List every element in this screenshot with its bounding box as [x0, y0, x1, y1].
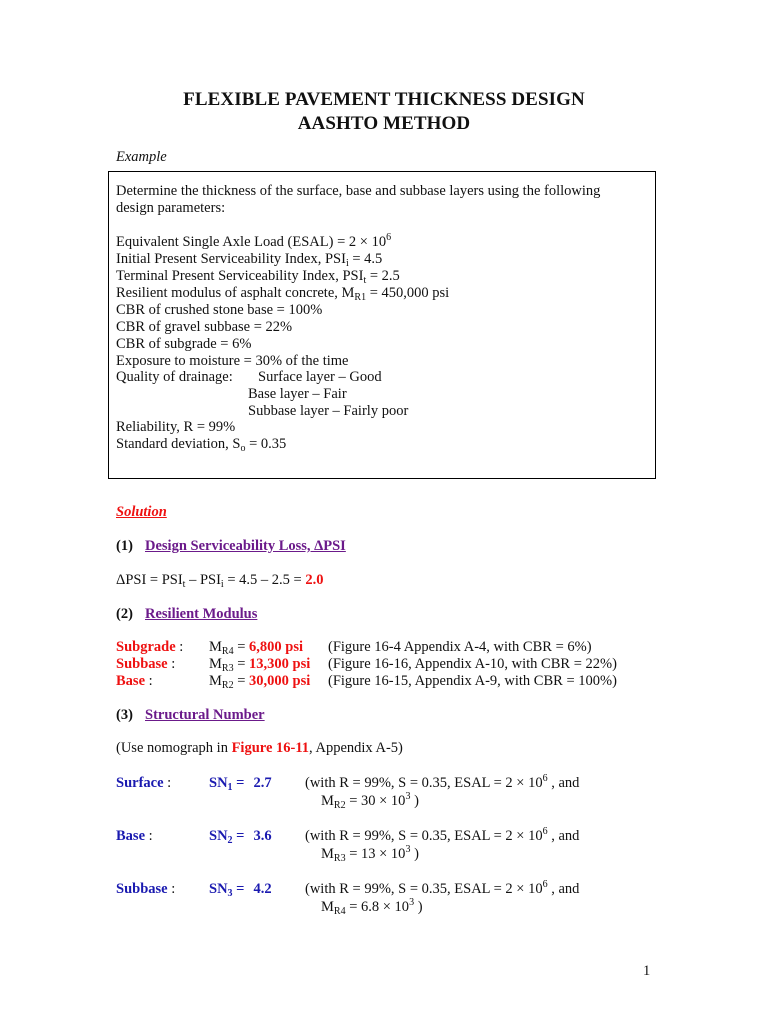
step1-number: (1)	[116, 538, 133, 554]
delta-psi-result: 2.0	[305, 572, 324, 588]
nomograph-note: (Use nomograph in Figure 16-11, Appendix A-5)	[116, 740, 403, 756]
param-cbr-subgrade: CBR of subgrade = 6%	[116, 336, 252, 352]
param-psi-initial: Initial Present Serviceability Index, $PSI_i = 4.5$	[116, 251, 383, 269]
step2-title: Resilient Modulus	[145, 606, 258, 622]
sn-value-surface: $SN_1 = 2.7$	[209, 775, 272, 793]
modulus-ref-subbase: (Figure 16-16, Appendix A-10, with CBR = 22%)	[328, 656, 617, 672]
param-cbr-base: CBR of crushed stone base = 100%	[116, 302, 323, 318]
intro-line2: design parameters:	[116, 200, 226, 216]
sn-layer-base: Base :	[116, 828, 153, 844]
page-title-line1: FLEXIBLE PAVEMENT THICKNESS DESIGN	[183, 89, 585, 110]
sn-condition-subbase: (with R = 99%, S = 0.35, ESAL = $2 \times 10^6$ , and	[305, 879, 580, 897]
sn-modulus-base: $M_{R3} = 13 \times 10^3$ )	[321, 844, 419, 864]
intro-line1: Determine the thickness of the surface, base and subbase layers using the following	[116, 183, 601, 199]
sn-value-base: $SN_2 = 3.6$	[209, 828, 272, 846]
modulus-value-base: $M_{R2} = 30,000$ psi	[209, 673, 311, 691]
page-number: 1	[643, 963, 651, 979]
param-moisture: Exposure to moisture = 30% of the time	[116, 353, 349, 369]
sn-value-subbase: $SN_3 = 4.2$	[209, 881, 272, 899]
param-drainage-surface: Surface layer – Good	[258, 369, 382, 385]
modulus-row-subgrade: Subgrade :	[116, 639, 184, 655]
sn-layer-subbase: Subbase :	[116, 881, 176, 897]
param-std-dev: Standard deviation, $S_o = 0.35$	[116, 436, 287, 454]
modulus-ref-base: (Figure 16-15, Appendix A-9, with CBR = 100%)	[328, 673, 617, 689]
example-label: Example	[116, 149, 167, 165]
sn-condition-surface: (with R = 99%, S = 0.35, ESAL = $2 \times 10^6$ , and	[305, 773, 580, 791]
solution-heading: Solution	[116, 504, 167, 520]
step2-number: (2)	[116, 606, 133, 622]
sn-modulus-surface: $M_{R2} = 30 \times 10^3$ )	[321, 791, 419, 811]
page-title-line2: AASHTO METHOD	[297, 113, 471, 134]
step3-number: (3)	[116, 707, 133, 723]
modulus-row-subbase: Subbase :	[116, 656, 176, 672]
modulus-row-base: Base :	[116, 673, 153, 689]
sn-layer-surface: Surface :	[116, 775, 172, 791]
sn-modulus-subbase: $M_{R4} = 6.8 \times 10^3$ )	[321, 897, 423, 917]
step3-title: Structural Number	[145, 707, 265, 723]
modulus-ref-subgrade: (Figure 16-4 Appendix A-4, with CBR = 6%)	[328, 639, 592, 655]
param-esal: Equivalent Single Axle Load (ESAL) = $2 \times 10^6$	[116, 232, 392, 250]
param-reliability: Reliability, R = 99%	[116, 419, 236, 435]
param-mr1: Resilient modulus of asphalt concrete, $M_{R1} = 450,000$ psi	[116, 285, 450, 303]
param-drainage-base: Base layer – Fair	[248, 386, 347, 402]
param-drainage-label: Quality of drainage:	[116, 369, 233, 385]
step1-title: Design Serviceability Loss, ΔPSI	[145, 538, 346, 554]
sn-condition-base: (with R = 99%, S = 0.35, ESAL = $2 \times 10^6$ , and	[305, 826, 580, 844]
param-cbr-subbase: CBR of gravel subbase = 22%	[116, 319, 293, 335]
modulus-value-subbase: $M_{R3} = 13,300$ psi	[209, 656, 311, 674]
modulus-value-subgrade: $M_{R4} = 6,800$ psi	[209, 639, 304, 657]
param-drainage-subbase: Subbase layer – Fairly poor	[248, 403, 409, 419]
param-psi-terminal: Terminal Present Serviceability Index, $PSI_t = 2.5$	[116, 268, 400, 286]
delta-psi-equation: $\Delta PSI = PSI_t - PSI_i = 4.5 - 2.5 = 2.0$	[116, 572, 324, 590]
